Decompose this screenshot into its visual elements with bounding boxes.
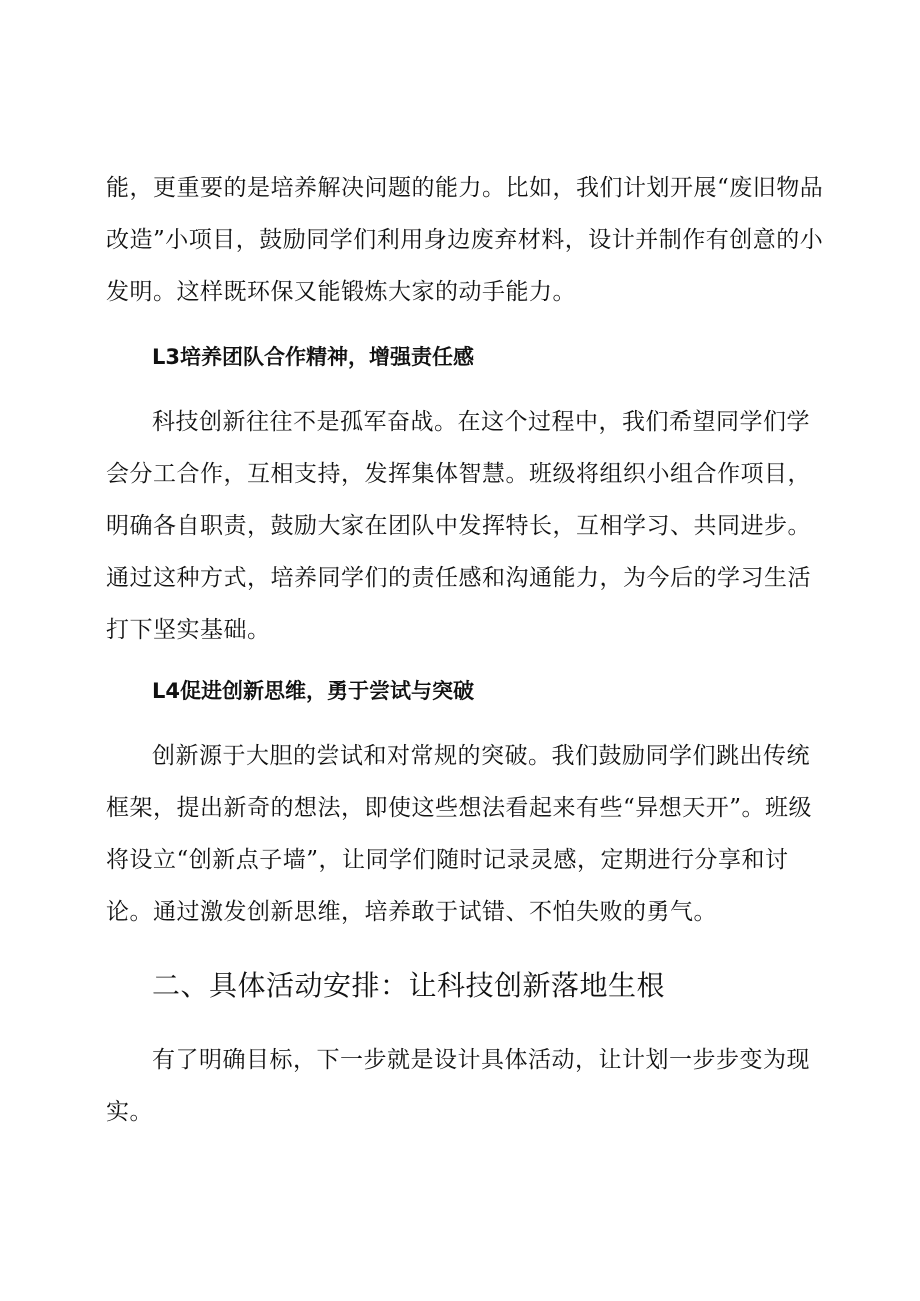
subheading-1-3: L3培养团队合作精神，增强责任感 (152, 345, 474, 369)
paragraph-1-3: 科技创新往往不是孤军奋战。在这个过程中，我们希望同学们学会分工合作，互相支持，发挥集体智慧。班级将组织小组合作项目，明确各自职责，鼓励大家在团队中发挥特长，互相学习、共同进步。通过这种方式，培养同学们的责任感和沟通能力，为今后的学习生活打下坚实基础。 (106, 409, 811, 643)
section-heading-2: 二、具体活动安排：让科技创新落地生根 (152, 969, 666, 1002)
paragraph-1-4: 创新源于大胆的尝试和对常规的突破。我们鼓励同学们跳出传统框架，提出新奇的想法，即使这些想法看起来有些“异想天开”。班级将设立“创新点子墙”，让同学们随时记录灵感，定期进行分享和讨论。通过激发创新思维，培养敢于试错、不怕失败的勇气。 (106, 743, 813, 925)
continuation-paragraph: 能，更重要的是培养解决问题的能力。比如，我们计划开展“废旧物品改造”小项目，鼓励同学们利用身边废弃材料，设计并制作有创意的小发明。这样既环保又能锻炼大家的动手能力。 (106, 175, 824, 305)
subheading-1-4: L4促进创新思维，勇于尝试与突破 (152, 679, 474, 703)
paragraph-2-intro: 有了明确目标，下一步就是设计具体活动，让计划一步步变为现实。 (106, 1047, 810, 1125)
